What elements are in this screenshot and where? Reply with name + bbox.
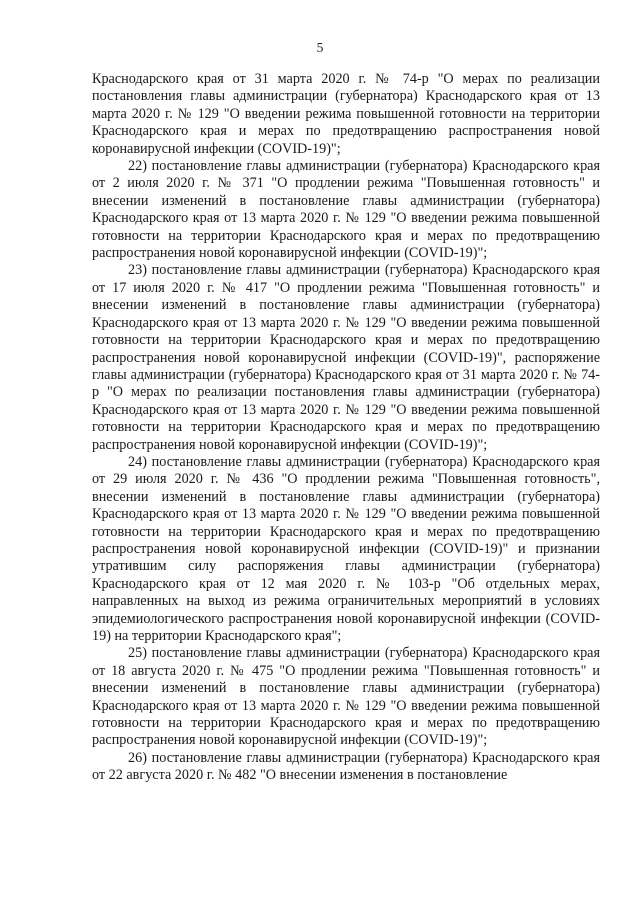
list-item-23: 23) постановление главы администрации (губернатора) Краснодарского края от 17 июля 2020 г. № 417 "О продлении режима "Повышенная готовность" и внесении изменений в постановление главы администрации (губернатора) Краснодарского края от 13 марта 2020 г. № 129 "О введении режима повышенной готовности на территории Краснодарского края и мерах по предотвращению распространения новой коронавирусной инфекции (COVID-19)", распоряжение главы администрации (губернатора) Краснодарского края от 31 марта 2020 г. № 74-р "О мерах по реализации постановления главы администрации (губернатора) Краснодарского края от 13 марта 2020 г. № 129 "О введении режима повышенной готовности на территории Краснодарского края и мерах по предотвращению распространения новой коронавирусной инфекции (COVID-19)"; — [92, 262, 600, 453]
list-item-24: 24) постановление главы администрации (губернатора) Краснодарского края от 29 июля 2020 г. № 436 "О продлении режима "Повышенная готовность", внесении изменений в постановление главы администрации (губернатора) Краснодарского края от 13 марта 2020 г. № 129 "О введении режима повышенной готовности на территории Краснодарского края и мерах по предотвращению распространения новой коронавирусной инфекции (COVID-19)" и признании утратившим силу распоряжения главы администрации (губернатора) Краснодарского края от 12 мая 2020 г. № 103-р "Об отдельных мерах, направленных на выход из режима ограничительных мероприятий в условиях эпидемиологического распространения новой коронавирусной инфекции (COVID-19) на территории Краснодарского края"; — [92, 453, 600, 644]
document-body — [92, 71, 600, 785]
list-item-22: 22) постановление главы администрации (губернатора) Краснодарского края от 2 июля 2020 г. № 371 "О продлении режима "Повышенная готовность" и внесении изменений в постановление главы администрации (губернатора) Краснодарского края от 13 марта 2020 г. № 129 "О введении режима повышенной готовности на территории Краснодарского края и мерах по предотвращению распространения новой коронавирусной инфекции (COVID-19)"; — [92, 158, 600, 262]
list-item-26: 26) постановление главы администрации (губернатора) Краснодарского края от 22 августа 2020 г. № 482 "О внесении изменения в постановление — [92, 749, 600, 784]
paragraph-continuation: Краснодарского края от 31 марта 2020 г. № 74-р "О мерах по реализации постановления главы администрации (губернатора) Краснодарского края от 13 марта 2020 г. № 129 "О введении режима повышенной готовности на территории Краснодарского края и мерах по предотвращению распространения новой коронавирусной инфекции (COVID-19)"; — [92, 71, 600, 157]
page-number: 5 — [316, 40, 324, 55]
list-item-25: 25) постановление главы администрации (губернатора) Краснодарского края от 18 августа 2020 г. № 475 "О продлении режима "Повышенная готовность" и внесении изменений в постановление главы администрации (губернатора) Краснодарского края от 13 марта 2020 г. № 129 "О введении режима повышенной готовности на территории Краснодарского края и мерах по предотвращению распространения новой коронавирусной инфекции (COVID-19)"; — [92, 645, 600, 749]
